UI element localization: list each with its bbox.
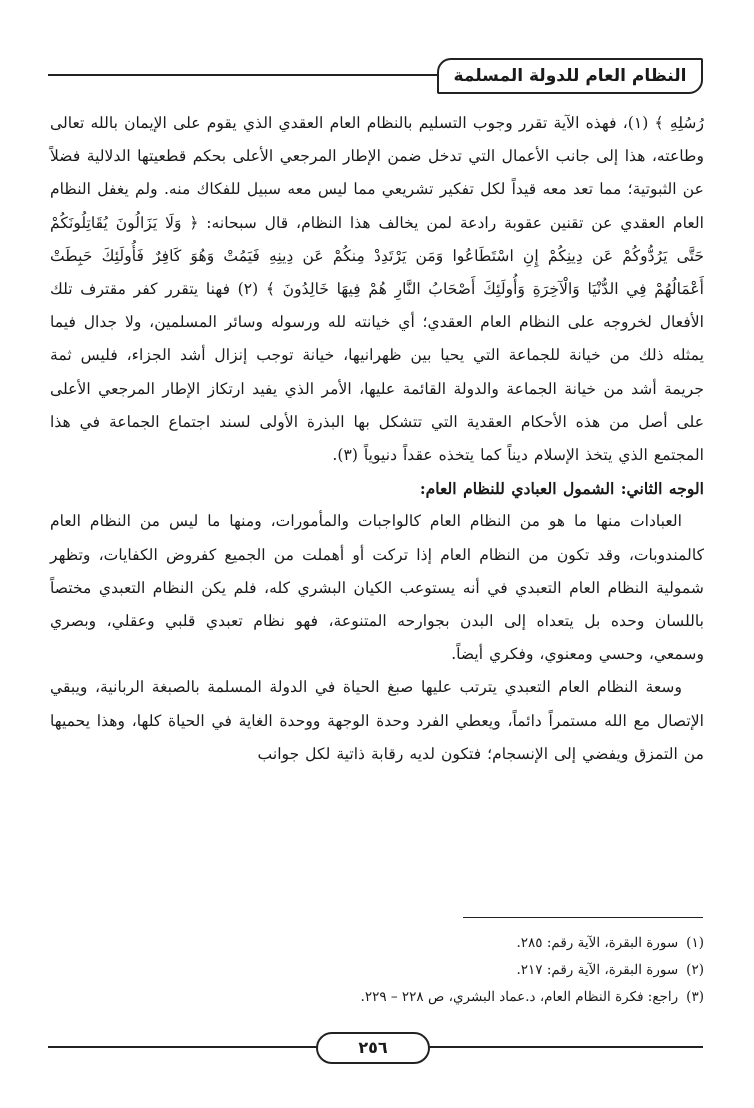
footnote-number: (٢) [686, 962, 704, 978]
paragraph-2: العبادات منها ما هو من النظام العام كالواجبات والمأمورات، ومنها ما ليس من النظام العام كالمندوبات، وقد تكون من النظام العام إذا تركت أو أهملت من الجميع كفروض الكفايات، وتظهر شمولية النظام العام التعبدي في أنه يستوعب الكيان البشري كله، فلم يكن النظام التعبدي مختصاً باللسان وحده بل يتعداه إلى البدن بجوارحه المتنوعة، فهو نظام تعبدي قلبي وعقلي، وبصري وسمعي، وحسي ومعنوي، وفكري أيضاً. [50, 512, 704, 664]
footnotes [54, 930, 704, 1011]
footnote [54, 957, 704, 984]
footnote-text: سورة البقرة، الآية رقم: ٢٨٥. [516, 935, 679, 951]
section-heading: الوجه الثاني: الشمول العبادي للنظام العام: [419, 479, 704, 499]
footnote-text: سورة البقرة، الآية رقم: ٢١٧. [516, 962, 679, 978]
paragraph-3: وسعة النظام العام التعبدي يترتب عليها صبغ الحياة في الدولة المسلمة بالصبغة الربانية، ويبقي الإتصال مع الله مستمراً دائماً، ويعطي الفرد وحدة الوجهة ووحدة الغاية في الحياة كلها، وهذا يحميها من التمزق ويفضي إلى الإنسجام؛ فتكون لديه رقابة ذاتية لكل جوانب [50, 678, 704, 763]
page-number: ٢٥٦ [316, 1032, 430, 1064]
footnote-number: (٣) [686, 989, 704, 1005]
header-title: النظام العام للدولة المسلمة [437, 58, 703, 94]
footnote-number: (١) [686, 935, 704, 951]
footnote [54, 930, 704, 957]
footnote-divider [463, 917, 703, 918]
page-footer [48, 1030, 703, 1064]
main-text [50, 107, 704, 771]
paragraph-1: رُسُلِهِ ﴾ (١)، فهذه الآية تقرر وجوب التسليم بالنظام العام العقدي الذي يقوم على الإيمان بالله تعالى وطاعته، هذا إلى جانب الأعمال التي تدخل ضمن الإطار المرجعي الأعلى بحكم قطعيتها الدلالية فضلاً عن الثبوتية؛ مما تعد معه قيداً لكل تفكير تشريعي مما ليس معه سبيل للفكاك منه. ولم يغفل النظام العام العقدي عن تقنين عقوبة رادعة لمن يخالف هذا النظام، قال سبحانه: ﴿ وَلَا يَزَالُونَ يُقَاتِلُونَكُمْ حَتَّى يَرُدُّوكُمْ عَن دِينِكُمْ إِنِ اسْتَطَاعُوا وَمَن يَرْتَدِدْ مِنكُمْ عَن دِينِهِ فَيَمُتْ وَهُوَ كَافِرٌ فَأُولَئِكَ حَبِطَتْ أَعْمَالُهُمْ فِي الدُّنْيَا وَالْآخِرَةِ وَأُولَئِكَ أَصْحَابُ النَّارِ هُمْ فِيهَا خَالِدُونَ ﴾ (٢) فهنا يتقرر كفر مقترف تلك الأفعال لخروجه على النظام العام العقدي؛ أي خيانته لله ورسوله وسائر المسلمين، ولا جدال فيما يمثله ذلك من خيانة للجماعة التي يحيا بين ظهرانيها، خيانة توجب إنزال أشد الجزاء، فليس ثمة جريمة أشد من خيانة الجماعة والدولة القائمة عليها، الأمر الذي يفيد ارتكاز الإطار المرجعي الأعلى على أصل من هذه الأحكام العقدية التي تتشكل بها البذرة الأولى لسند اجتماع الجماعة في هذا المجتمع الذي يتخذ الإسلام ديناً كما يتخذه عقداً دنيوياً (٣). [50, 114, 704, 465]
running-header [48, 58, 703, 92]
footnote [54, 984, 704, 1011]
footnote-text: راجع: فكرة النظام العام، د.عماد البشري، ص ٢٢٨ – ٢٢٩. [360, 989, 679, 1005]
